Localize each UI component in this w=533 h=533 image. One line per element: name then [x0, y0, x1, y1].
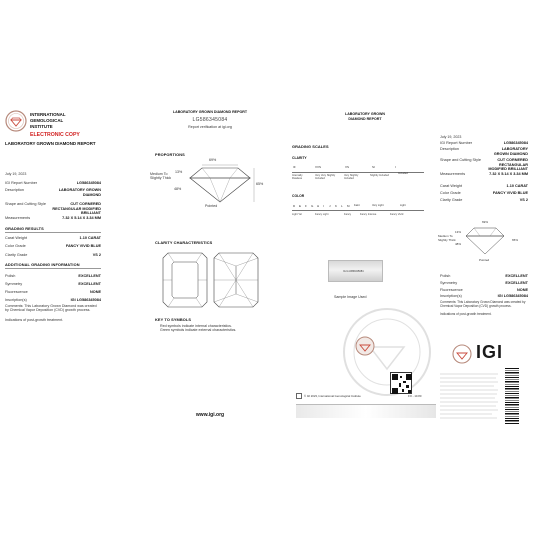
summary-row-color: Color Grade FANCY VIVID BLUE [440, 191, 528, 195]
summary-proportions-diagram [460, 224, 510, 258]
left-row-description: Description LABORATORY GROWN DIAMOND [5, 188, 101, 197]
barcode [505, 368, 519, 424]
clarity-plot-pavilion [213, 252, 259, 308]
key-line-2: Green symbols indicate external characteristics. [160, 328, 237, 332]
summary-row-measurements: Measurements 7.32 X 5.14 X 3.34 MM [440, 172, 528, 176]
summary-row-inscription: Inscription(s) IGI LG586345084 [440, 294, 528, 298]
color-letter-e: E [299, 204, 302, 208]
summary-row-carat: Carat Weight 1.10 CARAT [440, 184, 528, 188]
left-row-report-number: IGI Report Number LG586345084 [5, 181, 101, 185]
sample-inscription: IGI LG586345084 [343, 270, 364, 273]
igi-report-sheet [0, 92, 533, 428]
footer-copyright: © 02 2023, International Gemological Institute [304, 394, 361, 398]
proportions-title: PROPORTIONS [155, 152, 185, 157]
left-row-fluorescence: Fluorescence NONE [5, 290, 101, 294]
color-letter-h: H [317, 204, 320, 208]
color-scale-line [292, 210, 424, 211]
summary-row-symmetry: Symmetry EXCELLENT [440, 281, 528, 285]
color-letter-m: M [347, 204, 350, 208]
color-word-faint: Faint [354, 204, 360, 207]
color-letter-g: G [311, 204, 314, 208]
summary-row-description: Description LABORATORY GROWN DIAMOND [440, 147, 528, 156]
color-scale-label: COLOR [292, 194, 305, 198]
color-word-fancy: Fancy [344, 213, 352, 216]
summary-row-clarity: Clarity Grade VS 2 [440, 198, 528, 202]
left-row-measurements: Measurements 7.32 X 5.14 X 3.34 MM [5, 216, 101, 220]
prop-total: 65% [256, 182, 264, 186]
right-report-title-2: DIAMOND REPORT [348, 117, 382, 121]
summary-row-fluorescence: Fluorescence NONE [440, 288, 528, 292]
summary-prop-girdle: Medium To Slightly Thick [438, 234, 456, 243]
left-row-carat: Carat Weight 1.10 CARAT [5, 236, 101, 240]
left-row-polish: Polish EXCELLENT [5, 274, 101, 278]
color-letter-k: K [335, 204, 338, 208]
security-strip [296, 404, 436, 418]
summary-row-polish: Polish EXCELLENT [440, 274, 528, 278]
clarity-word-si: Slightly Included [370, 174, 389, 177]
left-row-shape: Shape and Cutting Style CUT CORNERED RECTANGULAR MODIFIED BRILLIANT [5, 202, 101, 216]
prop-girdle: Medium To Slightly Thick [150, 172, 172, 181]
color-letter-l: L [341, 204, 343, 208]
clarity-grade-if: IF [293, 165, 296, 169]
fine-print-block [440, 372, 500, 422]
summary-prop-culet: Pointed [479, 258, 490, 262]
additional-info-title: ADDITIONAL GRADING INFORMATION [5, 262, 80, 267]
org-name-2: GEMOLOGICAL [30, 118, 64, 123]
igi-hologram-logo [355, 336, 375, 356]
clarity-scale-label: CLARITY [292, 156, 307, 160]
summary-prop-pavilion: 48% [455, 242, 462, 246]
color-letter-f: F [305, 204, 307, 208]
summary-brand: IGI [476, 342, 504, 362]
middle-report-number: LG586345084 [192, 117, 228, 123]
igi-logo [5, 110, 27, 132]
left-comments: Comments: This Laboratory Grown Diamond was created by Chemical Vapor Deposition (CVD) growth process. [5, 304, 97, 313]
divider [5, 232, 101, 233]
clarity-characteristics-title: CLARITY CHARACTERISTICS [155, 240, 213, 245]
color-word-light-yel: Light Yel [292, 213, 302, 216]
sample-caption: Sample Image Used [334, 295, 367, 299]
clarity-word-vvs: Very Very Slightly Included [315, 174, 336, 180]
electronic-copy-label: ELECTRONIC COPY [30, 132, 80, 138]
summary-prop-crown: 13% [455, 230, 462, 234]
verification-text: Report verification at igi.org [188, 125, 232, 129]
clarity-grade-vvs: VVS [315, 165, 322, 169]
summary-row-shape: Shape and Cutting Style CUT CORNERED RECTANGULAR MODIFIED BRILLIANT [440, 158, 528, 172]
clarity-grade-included: Included [398, 172, 408, 175]
clarity-grade-vs: VS [345, 165, 350, 169]
footer-code: FO - 10.80 [408, 394, 422, 398]
left-row-symmetry: Symmetry EXCELLENT [5, 282, 101, 286]
summary-prop-total: 65% [512, 238, 519, 242]
left-date: July 19, 2023 [5, 172, 27, 176]
prop-culet: Pointed [205, 204, 218, 208]
middle-report-title: LABORATORY GROWN DIAMOND REPORT [172, 110, 248, 114]
org-name-1: INTERNATIONAL [30, 112, 66, 117]
grading-results-title: GRADING RESULTS [5, 226, 44, 231]
color-letter-i: I [323, 204, 324, 208]
qr-code [390, 372, 412, 394]
prop-crown: 13% [175, 170, 183, 174]
prop-table: 69% [209, 158, 217, 162]
left-row-inscription: Inscription(s) IGI LG586345084 [5, 298, 101, 302]
left-row-clarity: Clarity Grade VS 2 [5, 253, 101, 257]
summary-comments-2: Indications of post-growth treatment. [440, 312, 492, 316]
color-letter-j: J [329, 204, 331, 208]
clarity-word-if: Internally Flawless [292, 174, 303, 180]
summary-igi-logo [452, 344, 472, 364]
footer-badge [296, 393, 302, 399]
clarity-grade-i: I [395, 165, 396, 169]
color-word-fancy-light: Fancy Light [315, 213, 329, 216]
prop-pavilion: 48% [174, 187, 182, 191]
left-row-color: Color Grade FANCY VIVID BLUE [5, 244, 101, 248]
clarity-grade-si: SI [372, 165, 375, 169]
color-word-fancy-intense: Fancy Intense [360, 213, 377, 216]
key-to-symbols-title: KEY TO SYMBOLS [155, 317, 192, 322]
clarity-plot-crown [162, 252, 208, 308]
left-report-title: LABORATORY GROWN DIAMOND REPORT [5, 141, 96, 146]
color-letter-d: D [293, 204, 296, 208]
color-word-very-light: Very Light [372, 204, 384, 207]
proportions-diagram [180, 162, 260, 207]
left-comments-2: Indications of post-growth treatment. [5, 318, 64, 322]
divider [5, 268, 101, 269]
clarity-word-vs: Very Slightly Included [344, 174, 359, 180]
summary-comments: Comments: This Laboratory Grown Diamond was created by Chemical Vapor Deposition (CVD) growth process. [440, 300, 526, 308]
org-name-3: INSTITUTE [30, 124, 53, 129]
color-word-fancy-vivid: Fancy Vivid [390, 213, 404, 216]
right-report-title-1: LABORATORY GROWN [345, 112, 385, 116]
website: www.igi.org [195, 412, 225, 418]
key-line-1: Red symbols indicate internal characteristics. [160, 324, 232, 328]
color-word-light: Light [400, 204, 406, 207]
sample-image [328, 260, 383, 282]
summary-prop-table: 69% [482, 220, 489, 224]
grading-scales-title: GRADING SCALES [292, 144, 329, 149]
summary-row-report-number: IGI Report Number LG586345084 [440, 141, 528, 145]
summary-date: July 19, 2023 [440, 135, 462, 139]
